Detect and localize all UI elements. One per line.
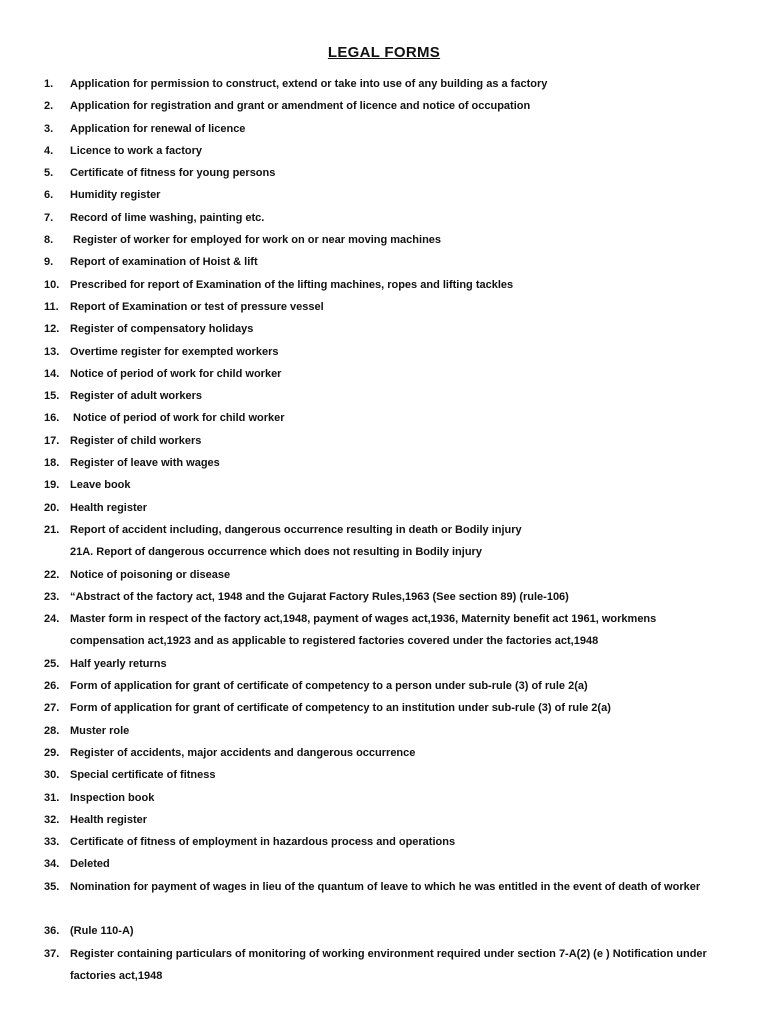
item-number: 4. <box>44 144 54 157</box>
item-text: Licence to work a factory <box>70 144 203 157</box>
list-item <box>0 586 768 608</box>
list-item <box>0 675 768 697</box>
list-item <box>0 497 768 519</box>
item-text: Health register <box>70 813 148 826</box>
list-item <box>0 608 768 653</box>
list-item <box>0 430 768 452</box>
item-number: 22. <box>44 568 60 581</box>
item-text: Health register <box>70 501 148 514</box>
item-number: 17. <box>44 434 60 447</box>
item-number: 24. <box>44 613 60 626</box>
list-item <box>0 363 768 385</box>
item-text: Leave book <box>70 479 131 492</box>
list-item <box>0 229 768 251</box>
item-number: 1. <box>44 78 54 90</box>
item-number: 5. <box>44 167 54 180</box>
list-item <box>0 742 768 764</box>
item-text: Form of application for grant of certificate of competency to a person under sub-rule (3) of rule 2(a) <box>70 680 588 693</box>
item-text: Humidity register <box>70 189 161 202</box>
list-item <box>0 251 768 273</box>
item-number: 37. <box>44 947 60 960</box>
item-number: 10. <box>44 278 60 291</box>
item-text: Report of accident including, dangerous occurrence resulting in death or Bodily injury <box>70 523 522 536</box>
item-number: 30. <box>44 769 60 782</box>
item-text: (Rule 110-A) <box>70 925 134 938</box>
item-number: 32. <box>44 813 60 826</box>
list-item <box>0 341 768 363</box>
list-item <box>0 385 768 407</box>
item-text: Master form in respect of the factory act,1948, payment of wages act,1936, Maternity benefit act 1961, workmens compensation act,1923 and as applicable to registered factories covered under the factories act,1948 <box>70 613 657 648</box>
item-text: Notice of period of work for child worker <box>70 412 285 425</box>
item-number: 28. <box>44 724 60 737</box>
list-item <box>0 274 768 296</box>
item-number: 6. <box>44 189 54 202</box>
item-number: 15. <box>44 390 60 403</box>
item-text: Record of lime washing, painting etc. <box>70 211 265 224</box>
item-text: 21A. Report of dangerous occurrence which does not resulting in Bodily injury <box>70 546 482 559</box>
item-text: Certificate of fitness of employment in hazardous process and operations <box>70 836 456 849</box>
item-text: Nomination for payment of wages in lieu of the quantum of leave to which he was entitled in the event of death of worker <box>70 880 701 893</box>
item-number: 16. <box>44 412 60 425</box>
list-item <box>0 207 768 229</box>
item-number: 27. <box>44 702 60 715</box>
item-text: Form of application for grant of certificate of competency to an institution under sub-rule (3) of rule 2(a) <box>70 702 611 715</box>
list-item <box>0 764 768 786</box>
item-number: 29. <box>44 746 60 759</box>
item-number: 8. <box>44 234 54 247</box>
item-text: Overtime register for exempted workers <box>70 345 279 358</box>
item-text: Special certificate of fitness <box>70 769 216 782</box>
item-number: 35. <box>44 880 60 893</box>
list-item <box>0 407 768 429</box>
list-item <box>0 564 768 586</box>
item-number: 14. <box>44 367 60 380</box>
item-text: Register of child workers <box>70 434 202 447</box>
item-number: 12. <box>44 323 60 336</box>
item-number: 11. <box>44 300 59 313</box>
list-item <box>0 697 768 719</box>
item-number: 23. <box>44 590 60 603</box>
item-text: Half yearly returns <box>70 657 167 670</box>
item-text: Register of compensatory holidays <box>70 323 254 336</box>
item-number: 21. <box>44 523 60 536</box>
list-item <box>0 162 768 184</box>
list-item <box>0 118 768 140</box>
item-text: Application for renewal of licence <box>70 122 246 135</box>
list-item <box>0 519 768 541</box>
item-text: Notice of poisoning or disease <box>70 568 231 581</box>
list-item <box>0 474 768 496</box>
item-number: 31. <box>44 791 60 804</box>
item-text: “Abstract of the factory act, 1948 and the Gujarat Factory Rules,1963 (See section 89) (rule-106) <box>70 590 569 603</box>
list-sub-item <box>0 541 768 563</box>
item-text: Prescribed for report of Examination of the lifting machines, ropes and lifting tackles <box>70 278 514 291</box>
list-item <box>0 809 768 831</box>
item-text: Report of Examination or test of pressure vessel <box>70 300 324 313</box>
list-item <box>0 787 768 809</box>
item-text: Report of examination of Hoist & lift <box>70 256 258 269</box>
list-item <box>0 95 768 117</box>
list-item <box>0 920 768 942</box>
item-number: 19. <box>44 479 60 492</box>
item-number: 3. <box>44 122 54 135</box>
item-text: Register of adult workers <box>70 390 203 403</box>
item-number: 13. <box>44 345 60 358</box>
item-number: 25. <box>44 657 60 670</box>
item-text: Deleted <box>70 858 110 871</box>
item-text: Register of accidents, major accidents and dangerous occurrence <box>70 746 416 759</box>
item-number: 2. <box>44 100 54 113</box>
item-text: Register containing particulars of monitoring of working environment required under section 7-A(2) (e ) Notification under factories act,1948 <box>70 947 707 982</box>
item-text: Register of leave with wages <box>70 457 220 470</box>
list-item <box>0 73 768 95</box>
page-title: LEGAL FORMS <box>327 44 441 61</box>
list-item <box>0 296 768 318</box>
item-text: Register of worker for employed for work on or near moving machines <box>70 234 442 247</box>
item-text: Muster role <box>70 724 130 737</box>
item-number: 36. <box>44 925 60 938</box>
list-item <box>0 943 768 988</box>
item-text: Certificate of fitness for young persons <box>70 167 276 180</box>
list-item <box>0 853 768 875</box>
item-number: 9. <box>44 256 54 269</box>
item-number: 18. <box>44 457 60 470</box>
list-item <box>0 653 768 675</box>
item-text: Inspection book <box>70 791 155 804</box>
list-item <box>0 184 768 206</box>
list-item <box>0 318 768 340</box>
list-item <box>0 831 768 853</box>
item-number: 33. <box>44 836 60 849</box>
item-number: 26. <box>44 680 60 693</box>
item-number: 34. <box>44 858 60 871</box>
legal-forms-list <box>0 73 768 987</box>
item-text: Application for permission to construct, extend or take into use of any building as a factory <box>70 78 548 90</box>
item-text: Notice of period of work for child worker <box>70 367 282 380</box>
list-item <box>0 720 768 742</box>
item-text: Application for registration and grant or amendment of licence and notice of occupation <box>70 100 531 113</box>
list-item <box>0 876 768 921</box>
item-number: 20. <box>44 501 60 514</box>
list-item <box>0 452 768 474</box>
list-item <box>0 140 768 162</box>
item-number: 7. <box>44 211 54 224</box>
